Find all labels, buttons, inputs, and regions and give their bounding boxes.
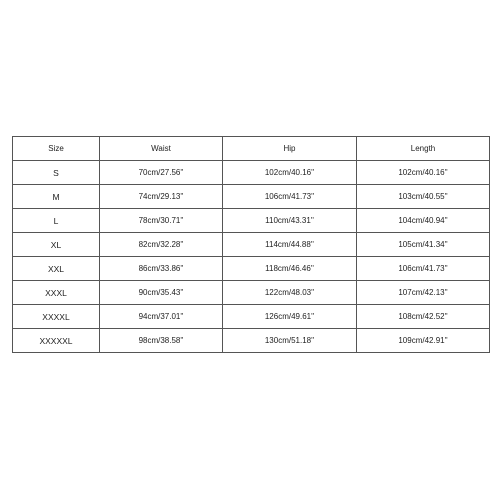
waist-cell: 90cm/35.43''	[100, 281, 223, 305]
table-row	[13, 305, 490, 329]
length-cell: 109cm/42.91''	[357, 329, 490, 353]
size-cell: XL	[13, 233, 100, 257]
size-cell: XXXXL	[13, 305, 100, 329]
hip-cell: 114cm/44.88''	[223, 233, 357, 257]
waist-cell: 78cm/30.71''	[100, 209, 223, 233]
table-row	[13, 185, 490, 209]
header-size: Size	[13, 137, 100, 161]
header-row	[13, 137, 490, 161]
hip-cell: 102cm/40.16''	[223, 161, 357, 185]
waist-cell: 98cm/38.58''	[100, 329, 223, 353]
table-row	[13, 257, 490, 281]
hip-cell: 110cm/43.31''	[223, 209, 357, 233]
size-cell: L	[13, 209, 100, 233]
size-chart-table	[12, 136, 490, 353]
size-cell: XXXXXL	[13, 329, 100, 353]
waist-cell: 82cm/32.28''	[100, 233, 223, 257]
length-cell: 107cm/42.13''	[357, 281, 490, 305]
hip-cell: 118cm/46.46''	[223, 257, 357, 281]
table-row	[13, 329, 490, 353]
waist-cell: 86cm/33.86''	[100, 257, 223, 281]
size-cell: XXXL	[13, 281, 100, 305]
table-row	[13, 209, 490, 233]
hip-cell: 126cm/49.61''	[223, 305, 357, 329]
length-cell: 104cm/40.94''	[357, 209, 490, 233]
size-cell: M	[13, 185, 100, 209]
waist-cell: 94cm/37.01''	[100, 305, 223, 329]
size-cell: XXL	[13, 257, 100, 281]
hip-cell: 122cm/48.03''	[223, 281, 357, 305]
length-cell: 108cm/42.52''	[357, 305, 490, 329]
header-length: Length	[357, 137, 490, 161]
waist-cell: 70cm/27.56''	[100, 161, 223, 185]
table-row	[13, 161, 490, 185]
header-waist: Waist	[100, 137, 223, 161]
waist-cell: 74cm/29.13''	[100, 185, 223, 209]
length-cell: 105cm/41.34''	[357, 233, 490, 257]
table-row	[13, 281, 490, 305]
length-cell: 106cm/41.73''	[357, 257, 490, 281]
length-cell: 103cm/40.55''	[357, 185, 490, 209]
header-hip: Hip	[223, 137, 357, 161]
size-cell: S	[13, 161, 100, 185]
length-cell: 102cm/40.16''	[357, 161, 490, 185]
hip-cell: 106cm/41.73''	[223, 185, 357, 209]
table-row	[13, 233, 490, 257]
hip-cell: 130cm/51.18''	[223, 329, 357, 353]
